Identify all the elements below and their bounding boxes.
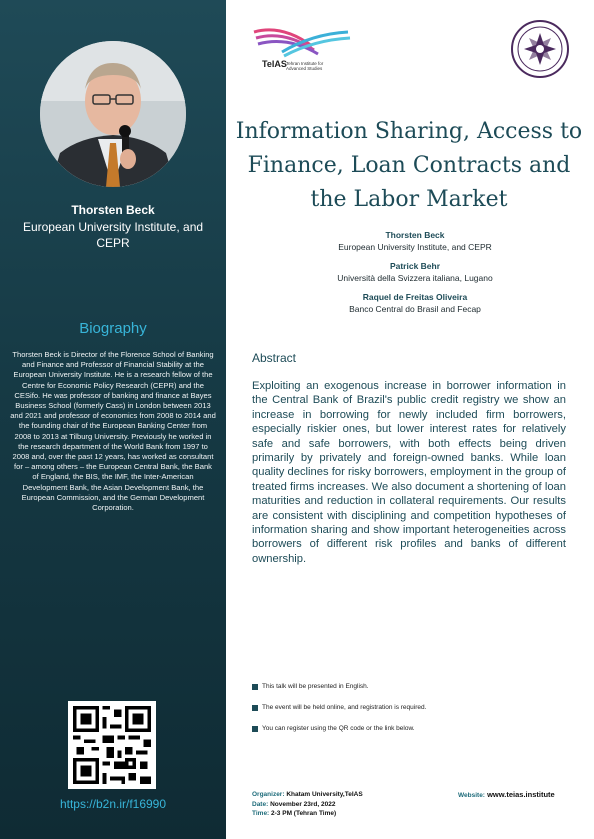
- author-affiliation: European University Institute, and CEPR: [338, 242, 492, 252]
- event-notes: [252, 682, 572, 745]
- qr-code-icon: [73, 706, 151, 784]
- author-item: [250, 229, 580, 253]
- author-name: Raquel de Freitas Oliveira: [362, 292, 468, 302]
- speaker-name: Thorsten Beck: [71, 203, 155, 217]
- author-affiliation: Banco Central do Brasil and Fecap: [349, 304, 481, 314]
- date-label: Date:: [252, 800, 269, 808]
- time-line: [252, 809, 363, 819]
- teias-logo-text: TeIAS: [262, 59, 287, 69]
- sidebar: [0, 0, 226, 839]
- talk-title: Information Sharing, Access to Finance, Loan Contracts and the Labor Market: [235, 119, 583, 212]
- author-name: Thorsten Beck: [385, 230, 445, 240]
- biography-text: Thorsten Beck is Director of the Florence School of Banking and Finance and Professor of Financial Stability at the European University Institute. He is a research fellow of the Centre for Economic Policy Research (CEPR) and the CESifo. He was professor of banking and finance at Bayes Business School (formerly Cass) in London between 2013 and 2021 and professor of economics from 2008 to 2014 and the founding chair of the European Banking Center from 2008 to 2013 at Tilburg University. Previously he worked in the research department of the World Bank from 1997 to 2008 and, over the past 12 years, has worked as consultant for – among others – the European Central Bank, the Bank of England, the BIS, the IMF, the Inter-American Development Bank, the Asian Development Bank, the European Commission, and the German Development Corporation.: [10, 350, 216, 513]
- organizer-label: Organizer:: [252, 791, 285, 798]
- teias-subtitle-line2: Advanced Studies: [286, 66, 323, 71]
- abstract-text: Exploiting an exogenous increase in borrower information in the Central Bank of Brazil's public credit registry we show an increase in borrowing for newly included firm borrowers, especially riskier ones, but lower interest rates for relatively safe and safe borrowers, with both effects being driven primarily by privately and foreign-owned banks. While loan quality declines for risky borrowers, employment in the group of treated firms increases. We also document a shortening of loan maturities and reduction in collateral requirements. Our results are consistent with disciplining and competition hypotheses of information sharing and show important heterogeneities across borrowers of different risk profiles and banks of different ownership.: [252, 380, 566, 565]
- teias-subtitle-line1: Tehran Institute for: [286, 61, 324, 66]
- speaker-photo: [40, 41, 186, 187]
- website-line: [458, 790, 555, 799]
- khatam-university-seal-icon: [510, 19, 570, 79]
- abstract-heading: Abstract: [252, 351, 297, 365]
- note-item: [252, 682, 572, 691]
- website-label: Website:: [458, 792, 485, 799]
- organizer-line: [252, 790, 363, 800]
- event-details: [252, 790, 363, 819]
- square-bullet-icon: [252, 684, 258, 690]
- time-value: 2-3 PM (Tehran Time): [271, 810, 337, 817]
- square-bullet-icon: [252, 705, 258, 711]
- biography-heading: Biography: [79, 320, 147, 337]
- author-affiliation: Università della Svizzera italiana, Lugano: [337, 273, 493, 283]
- qr-code[interactable]: [68, 701, 156, 789]
- author-item: [250, 291, 580, 315]
- author-name: Patrick Behr: [389, 261, 441, 271]
- website-link[interactable]: www.teias.institute: [487, 790, 555, 799]
- note-item: [252, 724, 572, 733]
- time-label: Time:: [252, 810, 270, 817]
- square-bullet-icon: [252, 726, 258, 732]
- organizer-value: Khatam University,TeIAS: [286, 791, 363, 798]
- note-text: You can register using the QR code or the link below.: [262, 725, 415, 732]
- registration-link[interactable]: https://b2n.ir/f16990: [59, 797, 167, 811]
- authors-list: [250, 229, 580, 322]
- speaker-photo-illustration: [40, 41, 186, 187]
- teias-logo-subtitle: [286, 61, 323, 71]
- speaker-affiliation: European University Institute, and CEPR: [22, 220, 204, 250]
- note-item: [252, 703, 572, 712]
- date-line: [252, 800, 363, 810]
- note-text: The event will be held online, and registration is required.: [262, 704, 427, 711]
- date-value: November 23rd, 2022: [270, 800, 336, 808]
- author-item: [250, 260, 580, 284]
- note-text: This talk will be presented in English.: [262, 683, 369, 690]
